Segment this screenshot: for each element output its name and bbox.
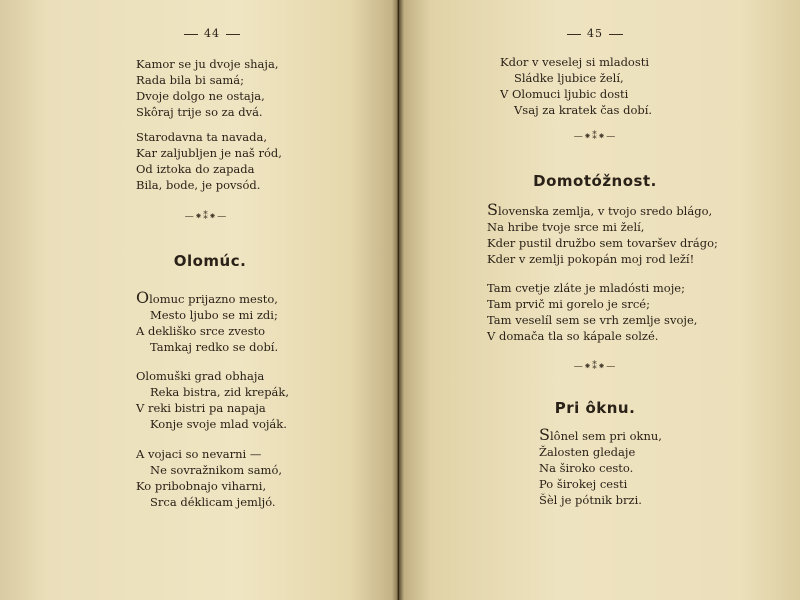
page-number-right: 45: [535, 27, 655, 40]
ornament-divider: —⁕⁑⁕—: [184, 212, 228, 222]
verse-line: Ko pribobnajo viharni,: [136, 479, 267, 493]
poem-title-domotoznost: Domotóžnost.: [533, 172, 657, 190]
verse-line: Sládke ljubice želí,: [514, 71, 624, 85]
ornament-divider: —⁕⁑⁕—: [573, 132, 617, 142]
left-stanza-3: [136, 290, 278, 355]
verse-line: Od iztoka do zapada: [136, 162, 255, 176]
left-page: [0, 0, 398, 600]
verse-line: Na hribe tvoje srce mi želí,: [487, 220, 645, 234]
verse-line: Starodavna ta navada,: [136, 130, 268, 144]
poem-title-pri-oknu: Pri ôknu.: [554, 399, 636, 417]
right-stanza-1: [500, 54, 652, 118]
drop-initial: O: [136, 288, 150, 307]
verse-line: Olomuc prijazno mesto,: [136, 288, 278, 307]
verse-line: V domača tla so kápale solzé.: [487, 329, 659, 343]
verse-line: Tam cvetje zláte je mladósti moje;: [487, 281, 685, 295]
verse-line: Tamkaj redko se dobí.: [150, 340, 279, 354]
verse-line: Kar zaljubljen je naš ród,: [136, 146, 282, 160]
verse-line: Slônel sem pri oknu,: [539, 425, 662, 444]
verse-line: A vojaci so nevarni —: [136, 447, 262, 461]
page-number-left: 44: [152, 27, 272, 40]
left-stanza-1: [136, 56, 278, 120]
left-stanza-2: [136, 129, 282, 193]
verse-line: Olomuški grad obhaja: [136, 369, 265, 383]
right-stanza-2: [487, 202, 718, 267]
verse-line: Mesto ljubo se mi zdi;: [150, 308, 278, 322]
verse-line: V Olomuci ljubic dosti: [500, 87, 629, 101]
verse-line: Tam veselíl sem se vrh zemlje svoje,: [487, 313, 698, 327]
verse-line: Dvoje dolgo ne ostaja,: [136, 89, 265, 103]
verse-line: Skôraj trije so za dvá.: [136, 105, 263, 119]
verse-line: Konje svoje mlad voják.: [150, 417, 287, 431]
verse-line: Srca déklicam jemljó.: [150, 495, 276, 509]
verse-line: Ne sovražnikom samó,: [150, 463, 283, 477]
verse-line: Rada bila bi samá;: [136, 73, 244, 87]
verse-line: Kder v zemlji pokopán moj rod leží!: [487, 252, 695, 266]
right-stanza-3: [487, 280, 697, 344]
verse-line: Reka bistra, zid krepák,: [150, 385, 290, 399]
right-stanza-4: [539, 427, 662, 508]
verse-line: Žalosten gledaje: [539, 445, 636, 459]
verse-line: Kdor v veselej si mladosti: [500, 55, 650, 69]
drop-initial: S: [487, 200, 498, 219]
verse-line: Slovenska zemlja, v tvojo sredo blágo,: [487, 200, 713, 219]
verse-line: V reki bistri pa napaja: [136, 401, 266, 415]
verse-line: A dekliško srce zvesto: [136, 324, 266, 338]
verse-line: Tam prvič mi gorelo je srcé;: [487, 297, 650, 311]
verse-line: Po širokej cesti: [539, 477, 628, 491]
verse-line: Kder pustil družbo sem tovaršev drágo;: [487, 236, 718, 250]
poem-title-olomuc: Olomúc.: [173, 252, 247, 270]
verse-line: Kamor se ju dvoje shaja,: [136, 57, 279, 71]
verse-line: Bila, bode, je povsód.: [136, 178, 261, 192]
left-stanza-4: [136, 368, 289, 432]
right-page: [399, 0, 800, 600]
ornament-divider: —⁕⁑⁕—: [573, 362, 617, 372]
drop-initial: S: [539, 425, 550, 444]
left-stanza-5: [136, 446, 282, 510]
verse-line: Šèl je pótnik brzi.: [539, 493, 642, 507]
verse-line: Na široko cesto.: [539, 461, 634, 475]
verse-line: Vsaj za kratek čas dobí.: [514, 103, 653, 117]
